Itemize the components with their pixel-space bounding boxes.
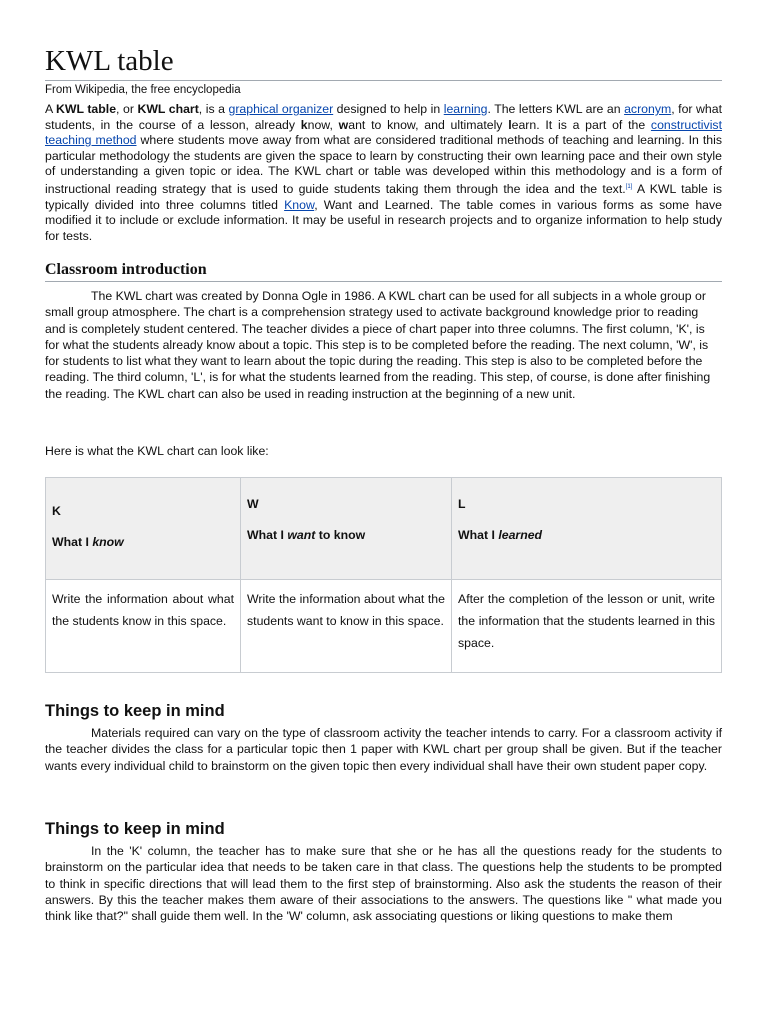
kwl-table	[45, 477, 722, 673]
intro-text: . The letters KWL are an	[487, 102, 625, 116]
header-cell-w	[241, 478, 452, 580]
header-label-em: want	[287, 528, 316, 542]
intro-text: , Want and Learned. The table comes in various forms as some have modified it to include or exclude information. It may be useful in research projects and to organize information to help study for tests.	[45, 197, 723, 243]
table-header-row	[46, 478, 722, 580]
link-graphical-organizer[interactable]: graphical organizer	[228, 102, 334, 116]
intro-text: A	[45, 102, 57, 116]
intro-text: where students move away from what are considered traditional methods of teaching and learning. In this particular methodology the students are given the space to learn by constructing their own learning pace and their own style of understanding a given topic or idea. The KWL chart or table was developed within this methodology and is a form of instructional reading strategy that is used to guide students taking them through the idea and the text.	[45, 133, 722, 197]
intro-paragraph	[45, 102, 722, 244]
intro-text: designed to help in	[333, 102, 444, 116]
body-cell-l: After the completion of the lesson or unit, write the information that the students learned in this space.	[452, 580, 722, 673]
header-label-em: learned	[498, 528, 543, 542]
intro-bold: KWL table	[56, 102, 117, 116]
intro-bold: k	[300, 117, 308, 132]
link-acronym[interactable]: acronym	[624, 102, 672, 116]
header-letter-k: K	[52, 504, 61, 518]
intro-text: ant to know, and ultimately	[348, 117, 509, 132]
page-subtitle: From Wikipedia, the free encyclopedia	[45, 84, 241, 96]
intro-text: A KWL table is typically divided into three columns titled	[45, 182, 722, 212]
reference-link[interactable]: [1]	[625, 183, 633, 190]
header-label-text: What I	[52, 535, 93, 549]
mind-paragraph-2: In the 'K' column, the teacher has to make sure that she or he has all the questions ready for the students to brainstorm on the particular idea that needs to be taken care in that class. The questions help the students to be prompted to think in specific directions that will lead them to the first step of brainstorming. Also ask the students the reason of their answers. By this the teacher makes them aware of their associations to the answers. The questions like " what made you think like that?" shall guide them well. In the 'W' column, ask associating questions or liking questions to make them	[45, 844, 722, 924]
header-label-text: What I	[458, 528, 499, 542]
header-label-w	[247, 528, 445, 542]
link-learning[interactable]: learning	[443, 102, 488, 116]
body-cell-w: Write the information about what the students want to know in this space.	[241, 580, 452, 673]
body-cell-k: Write the information about what the students know in this space.	[46, 580, 241, 673]
header-letter-w: W	[247, 497, 259, 511]
intro-text: now,	[307, 117, 339, 132]
intro-text: , is a	[198, 102, 229, 116]
page-title: KWL table	[45, 44, 722, 81]
intro-text: , or	[116, 102, 138, 116]
classroom-paragraph: The KWL chart was created by Donna Ogle in 1986. A KWL chart can be used for all subjects in a whole group or small group atmosphere. The chart is a comprehension strategy used to activate background knowledge prior to reading and is completely student centered. The teacher divides a piece of chart paper into three columns. The first column, 'K', is for what the students already know about a topic. This step is to be completed before the reading. The next column, 'W', is for students to list what they want to learn about the topic during the reading. This step is also to be completed before the reading. The third column, 'L', is for what the students learned from the reading. This step, of course, is done after finishing the reading. The KWL chart can also be used in reading instruction at the beginning of a new unit.	[45, 289, 711, 401]
intro-bold: KWL chart	[137, 102, 199, 116]
header-label-em: know	[92, 535, 124, 549]
mind-paragraph-1: Materials required can vary on the type of classroom activity the teacher intends to carry. For a classroom activity if the teacher divides the class for a particular topic then 1 paper with KWL chart per group shall be given. But if the teacher wants every individual child to brainstorm on the given topic then every individual shall have their own student paper copy.	[45, 726, 722, 773]
intro-bold: w	[338, 117, 349, 132]
intro-text: , for what students, in the course of a lesson, already	[45, 102, 723, 132]
header-cell-k	[46, 478, 241, 580]
header-label-k	[52, 535, 234, 549]
header-letter-l: L	[458, 497, 466, 511]
table-intro-text: Here is what the KWL chart can look like:	[45, 444, 269, 458]
section-heading-classroom: Classroom introduction	[45, 260, 722, 282]
table-row	[46, 580, 722, 673]
header-label-l	[458, 528, 715, 542]
section-heading-mind-1: Things to keep in mind	[45, 702, 225, 720]
intro-text: earn. It is a part of the	[511, 117, 651, 132]
header-label-text: What I	[247, 528, 288, 542]
link-know[interactable]: Know	[284, 197, 315, 212]
section-heading-mind-2: Things to keep in mind	[45, 820, 225, 838]
header-label-text: to know	[315, 528, 366, 542]
intro-bold: l	[508, 117, 512, 132]
link-constructivist-teaching-method[interactable]: constructivist teaching method	[45, 117, 722, 148]
header-cell-l	[452, 478, 722, 580]
